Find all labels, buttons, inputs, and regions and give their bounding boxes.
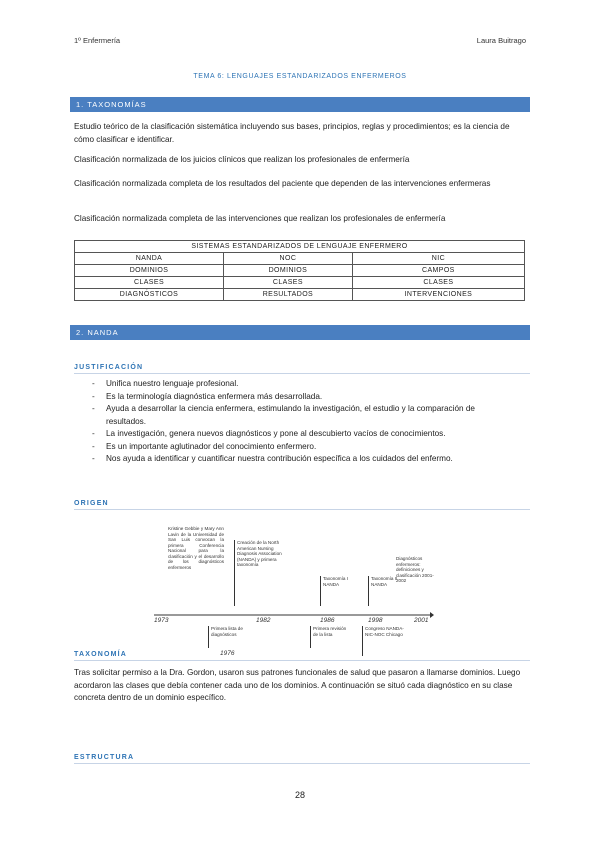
list-item: - Unifica nuestro lenguaje profesional. — [92, 379, 239, 388]
header-left: 1º Enfermería — [74, 36, 121, 45]
timeline-event-1998-below: Congreso NANDA-NIC-NOC Chicago — [362, 626, 404, 656]
table-cell: DIAGNÓSTICOS — [75, 289, 224, 301]
year-label: 1976 — [220, 650, 235, 657]
timeline-event-1986-below: Primera revisión de la lista — [310, 626, 350, 648]
year-label: 1973 — [154, 617, 169, 624]
origen-heading: ORIGEN — [74, 500, 530, 510]
document-title: TEMA 6: LENGUAJES ESTANDARIZADOS ENFERMEROS — [193, 73, 407, 80]
table-title: SISTEMAS ESTANDARIZADOS DE LENGUAJE ENFERMERO — [75, 241, 525, 253]
list-item: - Ayuda a desarrollar la ciencia enfermera, estimulando la investigación, el estudio y la comparación de resultados. — [92, 404, 475, 426]
table-title-row — [75, 241, 525, 253]
timeline-event-2001: Diagnósticos enfermeros: definiciones y clasificación 2001-2002 — [396, 556, 434, 583]
justificacion-heading: JUSTIFICACIÓN — [74, 364, 530, 374]
table-row — [75, 277, 525, 289]
noc-definition: Clasificación normalizada completa de los resultados del paciente que dependen de las intervenciones enfermeras — [74, 179, 491, 188]
taxonomia-definition: Estudio teórico de la clasificación sistemática incluyendo sus bases, principios, reglas y procedimientos; es la ciencia de cómo clasificar e identificar. — [74, 122, 510, 144]
table-cell: CLASES — [224, 277, 353, 289]
table-row — [75, 265, 525, 277]
timeline-event-1998: Taxonomía II NANDA — [368, 576, 408, 606]
table-row — [75, 253, 525, 265]
justificacion-list — [92, 378, 512, 466]
table-cell: CLASES — [352, 277, 524, 289]
year-label: 2001 — [414, 617, 429, 624]
timeline-event-1986: Taxonomía I NANDA — [320, 576, 360, 606]
list-item: - Es la terminología diagnóstica enfermera más desarrollada. — [92, 391, 323, 401]
page-number: 28 — [294, 790, 305, 800]
header-right: Laura Buitrago — [476, 36, 526, 45]
year-label: 1982 — [256, 617, 271, 624]
table-cell: DOMINIOS — [224, 265, 353, 277]
table-cell: CLASES — [75, 277, 224, 289]
estructura-heading: ESTRUCTURA — [74, 754, 530, 764]
section-taxonomias-heading: 1. TAXONOMÍAS — [70, 97, 530, 112]
list-item: - Es un importante aglutinador del conocimiento enfermero. — [92, 441, 317, 451]
taxonomia-heading: TAXONOMÍA — [74, 651, 530, 661]
timeline-event-1982: Creación de la North American Nursing Diagnosis Association (NANDA) y primera taxonomía — [234, 540, 286, 606]
table-row — [75, 289, 525, 301]
year-label: 1998 — [368, 617, 383, 624]
timeline-event-1973: Kristine Gebbie y Mary Ann Lavin de la Universidad de San Luis convocan la primera Conferencia Nacional para la clasificación y el desarrollo de los diagnósticos enfermeros — [168, 526, 224, 570]
table-cell: INTERVENCIONES — [352, 289, 524, 301]
timeline-event-1976: Primera lista de diagnósticos — [208, 626, 248, 648]
table-cell: CAMPOS — [352, 265, 524, 277]
table-cell: DOMINIOS — [75, 265, 224, 277]
section-nanda-heading: 2. NANDA — [70, 325, 530, 340]
list-item: - La investigación, genera nuevos diagnósticos y pone al descubierto vacíos de conocimientos. — [92, 429, 446, 438]
list-item: - Nos ayuda a identificar y cuantificar nuestra contribución específica a los cuidados del enfermo. — [92, 454, 453, 463]
table-cell: NIC — [352, 253, 524, 265]
table-cell: RESULTADOS — [224, 289, 353, 301]
taxonomia-paragraph: Tras solicitar permiso a la Dra. Gordon, usaron sus patrones funcionales de salud que pasaron a llamarse dominios. Luego acordaron las clases que debía contener cada uno de los dominios. A continuación se situó cada diagnóstico en su clase concreta dentro de un dominio específico. — [74, 668, 521, 702]
standardized-languages-table — [74, 240, 525, 301]
nic-definition: Clasificación normalizada completa de las intervenciones que realizan los profesionales de enfermería — [74, 214, 446, 223]
table-cell: NOC — [224, 253, 353, 265]
nanda-definition: Clasificación normalizada de los juicios clínicos que realizan los profesionales de enfermería — [74, 155, 410, 164]
nanda-origin-timeline — [150, 522, 434, 660]
table-cell: NANDA — [75, 253, 224, 265]
year-label: 1986 — [320, 617, 335, 624]
